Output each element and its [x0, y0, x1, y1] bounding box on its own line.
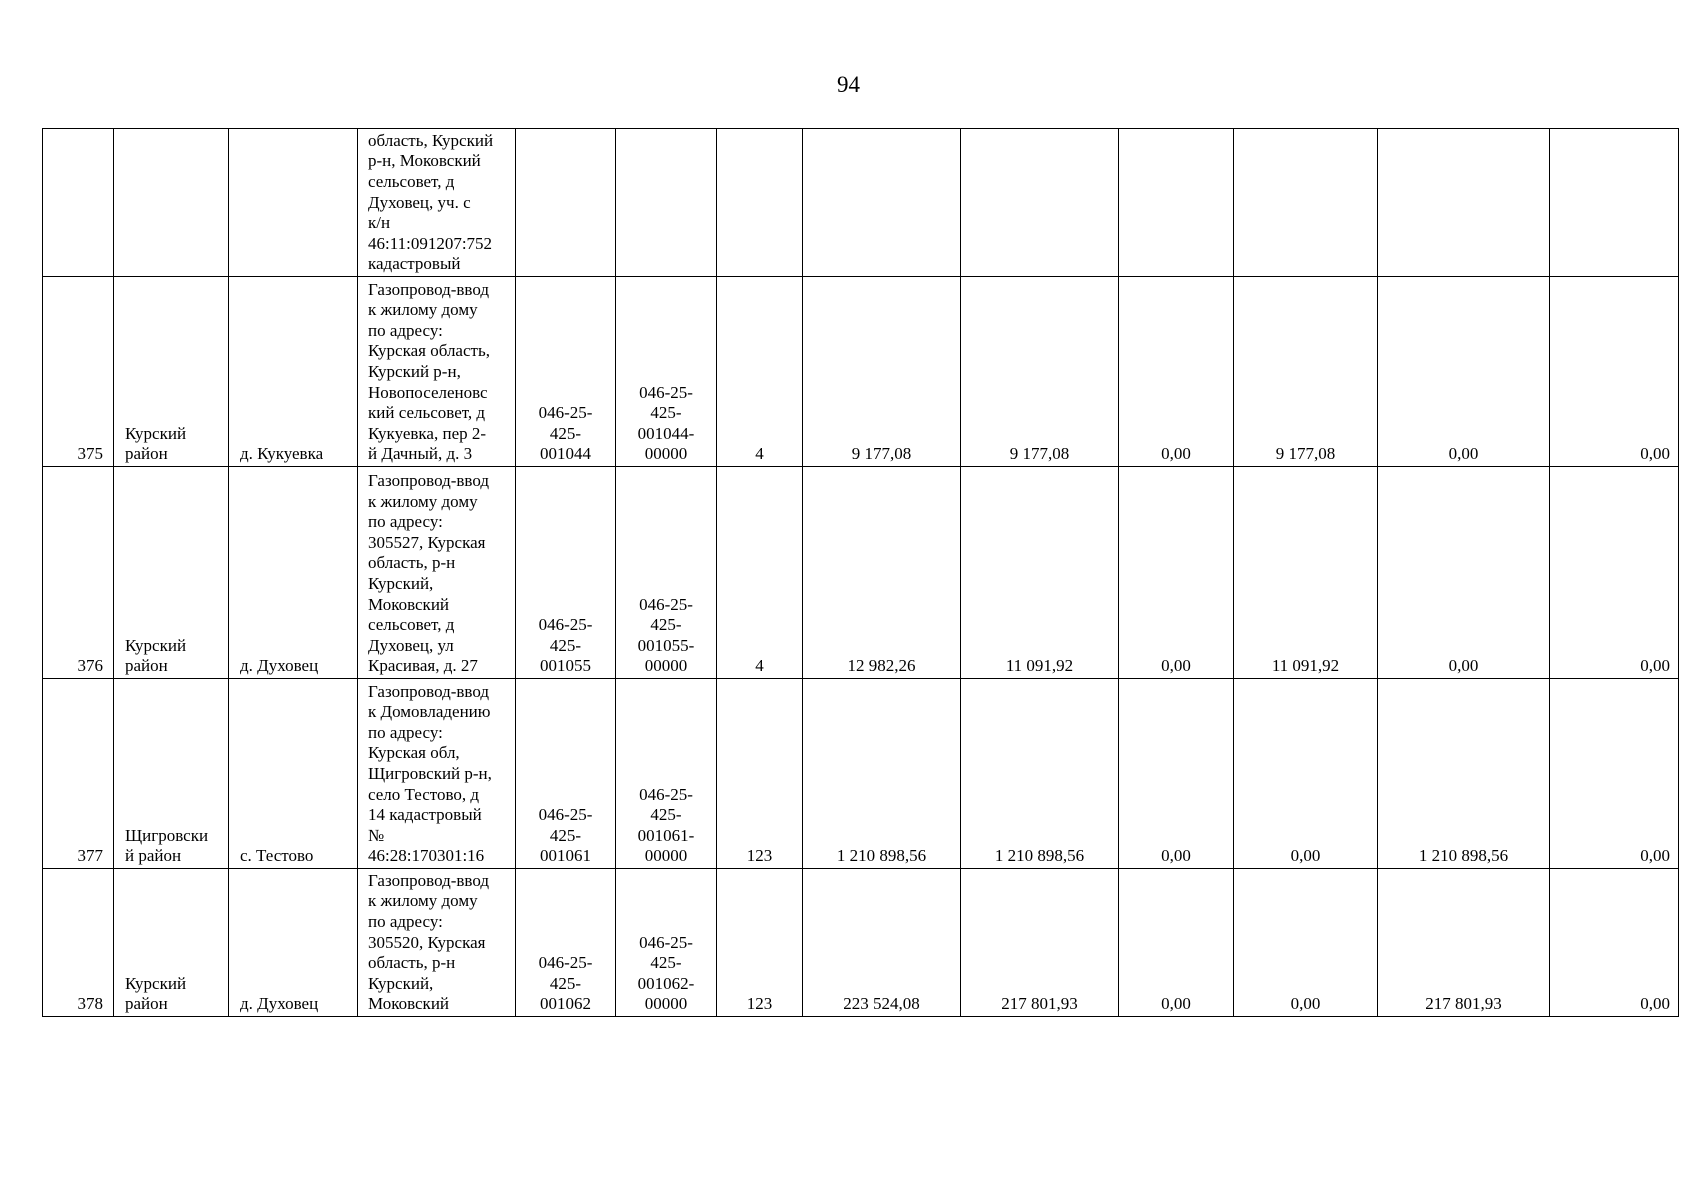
balance-cost-cell: 9 177,08	[961, 277, 1119, 467]
registry-table	[42, 128, 1679, 1017]
value-cell-4	[1234, 129, 1378, 277]
initial-cost-cell: 9 177,08	[803, 277, 961, 467]
balance-cost-cell	[961, 129, 1119, 277]
locality-cell: д. Духовец	[229, 467, 358, 679]
row-number-cell	[43, 129, 114, 277]
object-description-cell: Газопровод-ввод к жилому дому по адресу: 305527, Курская область, р-н Курский, Моковский сельсовет, д Духовец, ул Красивая, д. 27	[358, 467, 516, 679]
quantity-cell: 123	[717, 869, 803, 1017]
table-row	[43, 679, 1679, 869]
balance-cost-cell: 1 210 898,56	[961, 679, 1119, 869]
value-cell-5: 0,00	[1378, 467, 1550, 679]
object-description-cell: Газопровод-ввод к жилому дому по адресу: 305520, Курская область, р-н Курский, Моковский	[358, 869, 516, 1017]
full-code-cell	[616, 129, 717, 277]
value-cell-5: 217 801,93	[1378, 869, 1550, 1017]
initial-cost-cell	[803, 129, 961, 277]
value-cell-3	[1119, 129, 1234, 277]
value-cell-5: 0,00	[1378, 277, 1550, 467]
value-cell-3: 0,00	[1119, 467, 1234, 679]
district-cell: Щигровски й район	[114, 679, 229, 869]
table-row	[43, 277, 1679, 467]
quantity-cell	[717, 129, 803, 277]
inventory-code-cell: 046-25- 425- 001062	[516, 869, 616, 1017]
value-cell-3: 0,00	[1119, 277, 1234, 467]
locality-cell	[229, 129, 358, 277]
table-row	[43, 129, 1679, 277]
full-code-cell: 046-25- 425- 001055- 00000	[616, 467, 717, 679]
inventory-code-cell: 046-25- 425- 001044	[516, 277, 616, 467]
value-cell-6: 0,00	[1550, 679, 1679, 869]
quantity-cell: 4	[717, 467, 803, 679]
district-cell: Курский район	[114, 467, 229, 679]
full-code-cell: 046-25- 425- 001061- 00000	[616, 679, 717, 869]
row-number-cell: 376	[43, 467, 114, 679]
quantity-cell: 4	[717, 277, 803, 467]
initial-cost-cell: 223 524,08	[803, 869, 961, 1017]
value-cell-5: 1 210 898,56	[1378, 679, 1550, 869]
locality-cell: д. Духовец	[229, 869, 358, 1017]
quantity-cell: 123	[717, 679, 803, 869]
district-cell: Курский район	[114, 869, 229, 1017]
value-cell-6: 0,00	[1550, 277, 1679, 467]
inventory-code-cell: 046-25- 425- 001061	[516, 679, 616, 869]
value-cell-4: 9 177,08	[1234, 277, 1378, 467]
inventory-code-cell: 046-25- 425- 001055	[516, 467, 616, 679]
row-number-cell: 375	[43, 277, 114, 467]
object-description-cell: Газопровод-ввод к жилому дому по адресу: Курская область, Курский р-н, Новопоселеновс кий сельсовет, д Кукуевка, пер 2- й Дачный, д. 3	[358, 277, 516, 467]
value-cell-3: 0,00	[1119, 679, 1234, 869]
full-code-cell: 046-25- 425- 001062- 00000	[616, 869, 717, 1017]
locality-cell: с. Тестово	[229, 679, 358, 869]
table-row	[43, 869, 1679, 1017]
district-cell	[114, 129, 229, 277]
value-cell-6: 0,00	[1550, 467, 1679, 679]
value-cell-4: 0,00	[1234, 869, 1378, 1017]
locality-cell: д. Кукуевка	[229, 277, 358, 467]
value-cell-4: 11 091,92	[1234, 467, 1378, 679]
balance-cost-cell: 11 091,92	[961, 467, 1119, 679]
object-description-cell: Газопровод-ввод к Домовладению по адресу: Курская обл, Щигровский р-н, село Тестово, д 14 кадастровый № 46:28:170301:16	[358, 679, 516, 869]
table-row	[43, 467, 1679, 679]
initial-cost-cell: 1 210 898,56	[803, 679, 961, 869]
value-cell-6	[1550, 129, 1679, 277]
inventory-code-cell	[516, 129, 616, 277]
value-cell-3: 0,00	[1119, 869, 1234, 1017]
balance-cost-cell: 217 801,93	[961, 869, 1119, 1017]
object-description-cell: область, Курский р-н, Моковский сельсовет, д Духовец, уч. с к/н 46:11:091207:752 кадастровый	[358, 129, 516, 277]
value-cell-5	[1378, 129, 1550, 277]
value-cell-4: 0,00	[1234, 679, 1378, 869]
row-number-cell: 378	[43, 869, 114, 1017]
full-code-cell: 046-25- 425- 001044- 00000	[616, 277, 717, 467]
row-number-cell: 377	[43, 679, 114, 869]
value-cell-6: 0,00	[1550, 869, 1679, 1017]
district-cell: Курский район	[114, 277, 229, 467]
initial-cost-cell: 12 982,26	[803, 467, 961, 679]
page-number: 94	[837, 72, 860, 97]
